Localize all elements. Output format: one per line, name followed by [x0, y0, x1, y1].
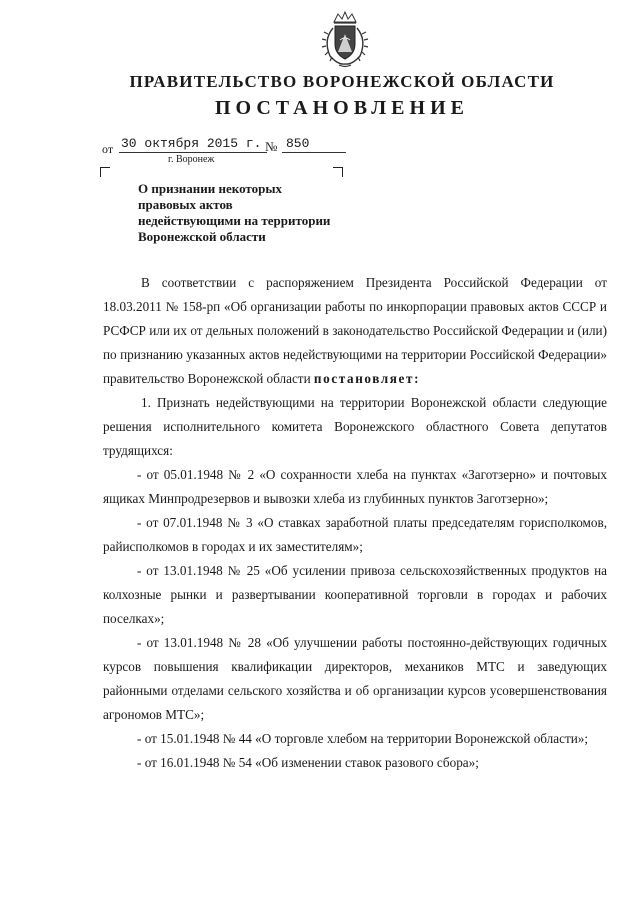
preamble-paragraph	[103, 271, 607, 391]
document-subject	[138, 181, 331, 245]
number-label: №	[265, 139, 278, 154]
subject-line: недействующими на территории	[138, 213, 331, 228]
document-body	[103, 271, 607, 775]
document-number: 850	[282, 135, 346, 153]
repealed-act-item: - от 13.01.1948 № 25 «Об усилении привоза сельскохозяйственных продуктов на колхозные рынки и развертывании кооперативной торговли в городах и рабочих поселках»;	[103, 563, 607, 626]
preamble-text: В соответствии с распоряжением Президента Российской Федерации от 18.03.2011 № 158-рп «Об организации работы по инкорпорации правовых актов СССР и РСФСР или их от дельных положений в законодательство Российской Федерации и (или) по признанию указанных актов недействующими на территории Российской Федерации» правительство Воронежской области	[103, 275, 607, 386]
subject-line: правовых актов	[138, 197, 233, 212]
repealed-act-item: - от 13.01.1948 № 28 «Об улучшении работы постоянно-действующих годичных курсов повышения квалификации директоров, механиков МТС и заведующих районными отделами сельского хозяйства и об организации курсов усовершенствования агрономов МТС»;	[103, 635, 607, 722]
document-date: 30 октября 2015 г.	[119, 135, 267, 153]
point-1-paragraph: 1. Признать недействующими на территории Воронежской области следующие решения исполнительного комитета Воронежского областного Совета депутатов трудящихся:	[103, 395, 607, 458]
repealed-act-item: - от 15.01.1948 № 44 «О торговле хлебом на территории Воронежской области»;	[137, 731, 589, 746]
document-type-title: ПОСТАНОВЛЕНИЕ	[215, 97, 469, 119]
subject-left-corner-mark	[100, 167, 110, 177]
date-prefix: от	[102, 142, 114, 156]
organization-title: ПРАВИТЕЛЬСТВО ВОРОНЕЖСКОЙ ОБЛАСТИ	[129, 72, 555, 91]
repealed-act-item: - от 05.01.1948 № 2 «О сохранности хлеба на пунктах «Заготзерно» и почтовых ящиках Минпродрезервов и вывозки хлеба из глубинных пунктов Заготзерно»;	[103, 467, 607, 506]
repealed-act-item: - от 16.01.1948 № 54 «Об изменении ставок разового сбора»;	[137, 755, 479, 770]
coat-of-arms-icon	[318, 10, 372, 72]
decree-word: постановляет:	[313, 371, 421, 386]
dateline	[102, 135, 362, 155]
subject-right-corner-mark	[333, 167, 343, 177]
subject-line: Воронежской области	[138, 229, 266, 244]
subject-line: О признании некоторых	[138, 181, 283, 196]
repealed-act-item: - от 07.01.1948 № 3 «О ставках заработной платы председателям горисполкомов, райисполкомов в городах и их заместителям»;	[103, 515, 607, 554]
city-label: г. Воронеж	[168, 154, 215, 165]
